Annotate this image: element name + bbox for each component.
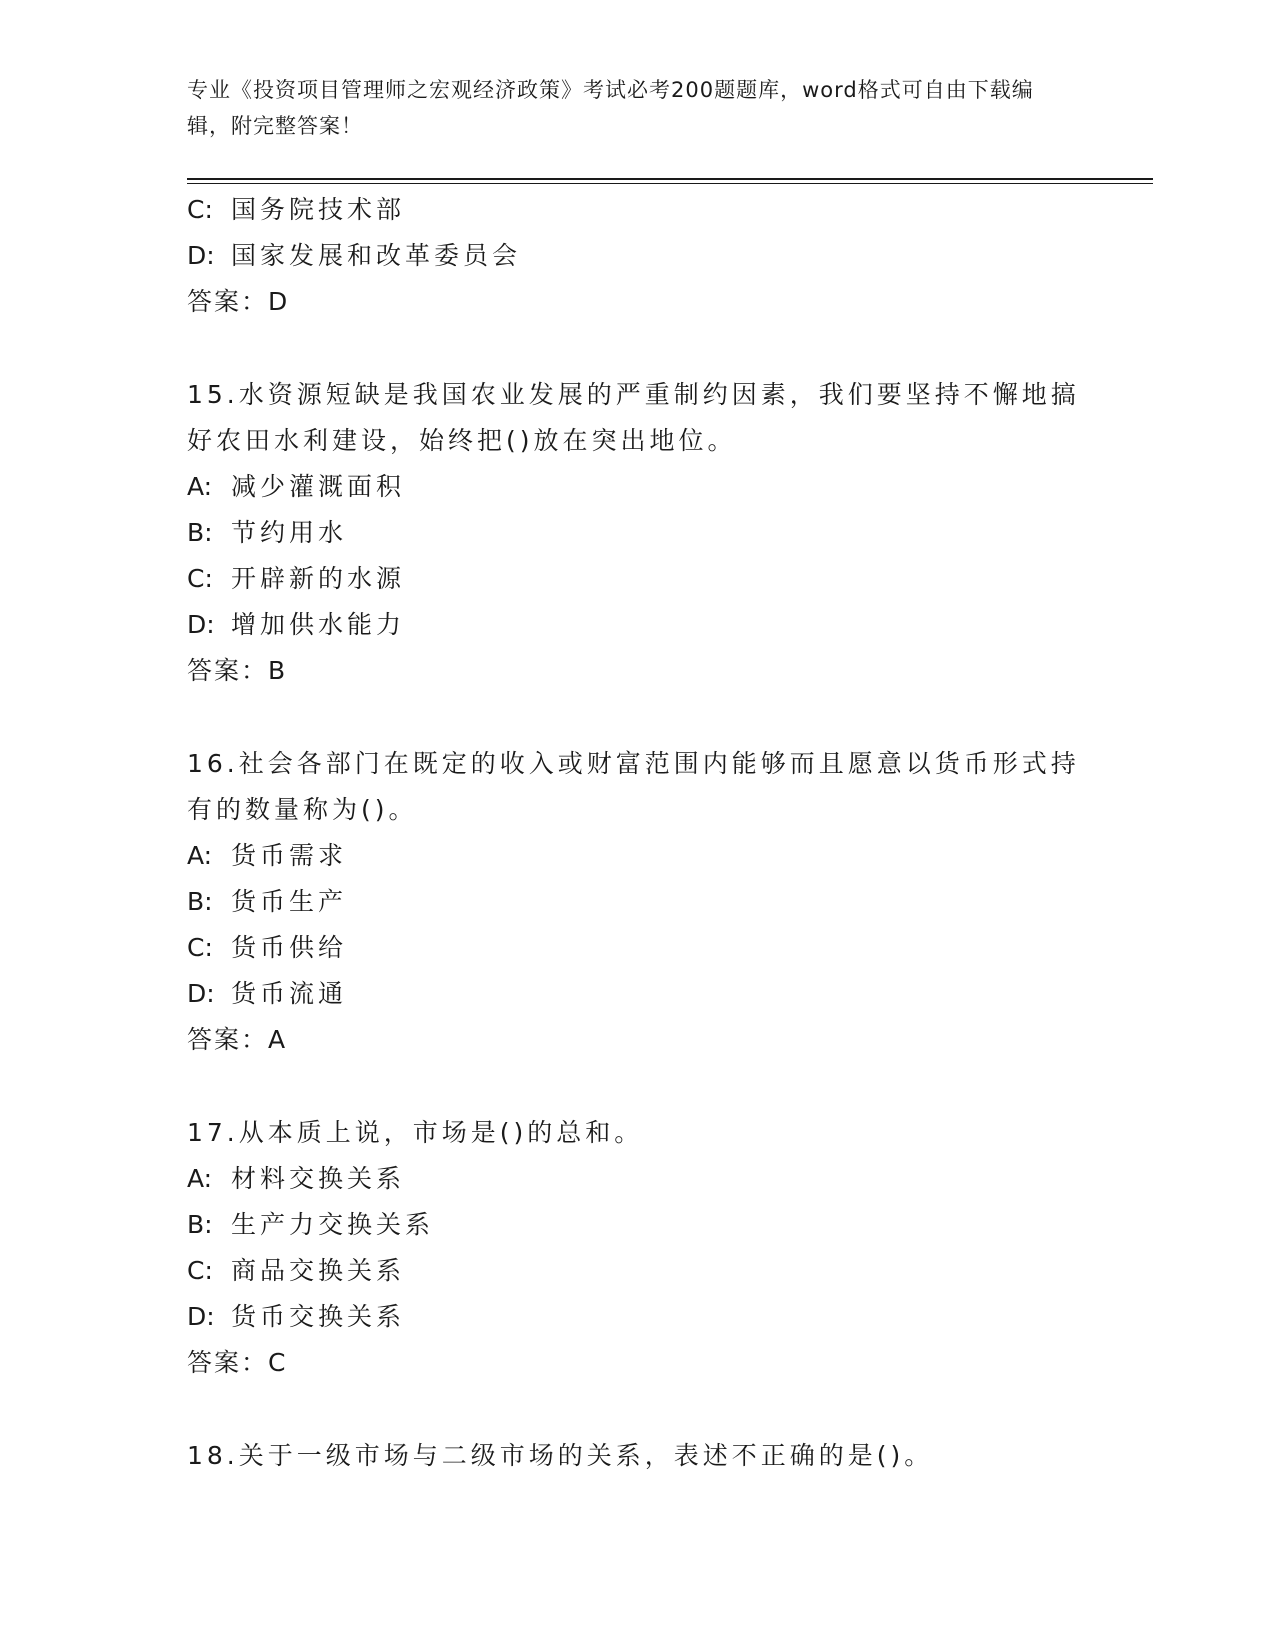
question-stem: 好农田水利建设，始终把()放在突出地位。: [187, 426, 737, 455]
option-text: 货币生产: [231, 887, 348, 916]
option-line: [187, 556, 1087, 602]
option-label: B:: [187, 1210, 213, 1239]
question-stem: 16.社会各部门在既定的收入或财富范围内能够而且愿意以货币形式持: [187, 749, 1080, 778]
option-line: [187, 1248, 1087, 1294]
option-label: A:: [187, 841, 213, 870]
option-text: 开辟新的水源: [231, 564, 406, 593]
option-line: [187, 833, 1087, 879]
option-line: [187, 1202, 1087, 1248]
option-label: C:: [187, 1256, 213, 1285]
option-text: 增加供水能力: [231, 610, 406, 639]
option-text: 节约用水: [231, 518, 348, 547]
option-line: [187, 879, 1087, 925]
option-line: [187, 510, 1087, 556]
option-label: B:: [187, 518, 213, 547]
option-label: A:: [187, 1164, 213, 1193]
option-label: A:: [187, 472, 213, 501]
option-text: 减少灌溉面积: [231, 472, 406, 501]
option-line: [187, 925, 1087, 971]
answer-line: 答案：D: [187, 287, 290, 316]
answer-line: 答案：C: [187, 1348, 288, 1377]
option-text: 货币交换关系: [231, 1302, 406, 1331]
option-line: [187, 971, 1087, 1017]
option-label: D:: [187, 979, 215, 1008]
option-text: 商品交换关系: [231, 1256, 406, 1285]
question-stem: 有的数量称为()。: [187, 795, 418, 824]
option-label: D:: [187, 241, 215, 270]
option-line: [187, 464, 1087, 510]
option-text: 货币需求: [231, 841, 348, 870]
question-stem: 18.关于一级市场与二级市场的关系，表述不正确的是()。: [187, 1441, 934, 1470]
option-line: [187, 233, 1087, 279]
option-text: 货币供给: [231, 933, 348, 962]
option-line: [187, 602, 1087, 648]
option-text: 货币流通: [231, 979, 348, 1008]
option-label: B:: [187, 887, 213, 916]
option-label: C:: [187, 933, 213, 962]
answer-line: 答案：B: [187, 656, 288, 685]
option-text: 生产力交换关系: [231, 1210, 435, 1239]
option-label: C:: [187, 564, 213, 593]
option-line: [187, 1294, 1087, 1340]
question-stem: 15.水资源短缺是我国农业发展的严重制约因素，我们要坚持不懈地搞: [187, 380, 1080, 409]
option-label: D:: [187, 610, 215, 639]
header-divider-thin: [187, 183, 1153, 184]
header-divider-thick: [187, 178, 1153, 180]
option-label: C:: [187, 195, 213, 224]
question-content: [187, 187, 1087, 1479]
question-stem: 17.从本质上说，市场是()的总和。: [187, 1118, 644, 1147]
option-line: [187, 187, 1087, 233]
option-text: 材料交换关系: [231, 1164, 406, 1193]
document-header: 专业《投资项目管理师之宏观经济政策》考试必考200题题库，word格式可自由下载编辑，附完整答案！: [187, 78, 1034, 138]
option-text: 国家发展和改革委员会: [231, 241, 522, 270]
answer-line: 答案：A: [187, 1025, 288, 1054]
option-text: 国务院技术部: [231, 195, 406, 224]
option-label: D:: [187, 1302, 215, 1331]
option-line: [187, 1156, 1087, 1202]
